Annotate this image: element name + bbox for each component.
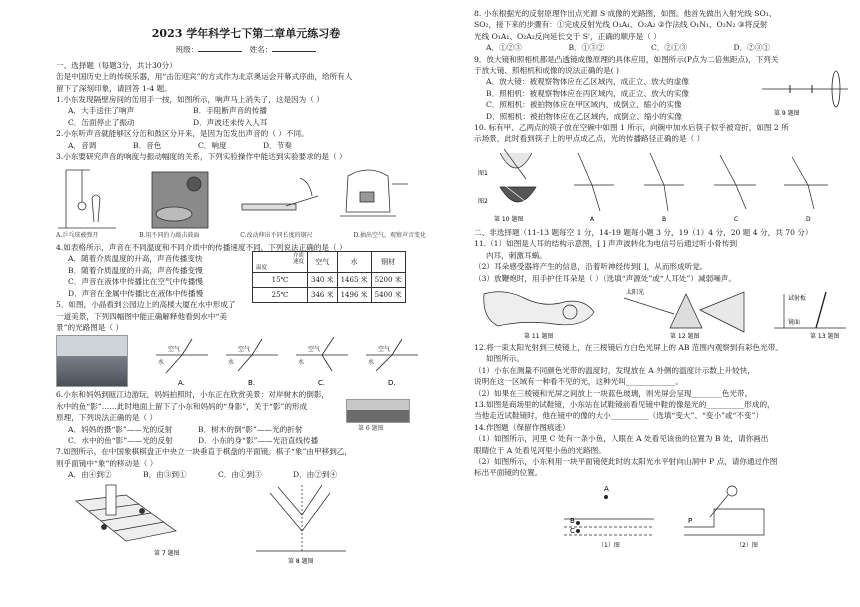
intro-line-2: 留下了深刻印象，请回答 1-4 题。 bbox=[56, 83, 172, 93]
q12-text-3: （1）小东在测量不同颜色光带的温度时，发现放在 A 外侧的温度计示数上升较快， bbox=[474, 365, 755, 375]
q14-text-2: （1）如图所示，河里 C 处有一条小鱼，人眼在 A 处看见该鱼的位置为 B 处，请你画出 bbox=[474, 434, 769, 444]
q3-caption-c: C.改动伸出不同长度的钢尺 bbox=[240, 232, 313, 240]
q9-option-d[interactable]: D．照相机：被拍物体应在乙区域内，成倒立、缩小的实像 bbox=[486, 111, 682, 121]
q5-option-b: B. bbox=[248, 379, 256, 388]
q8-option-b[interactable]: B．①③② bbox=[568, 43, 605, 53]
q7-q8-figures bbox=[56, 481, 426, 565]
svg-text:水: 水 bbox=[298, 359, 305, 367]
table-corner: 介质 速度 温度 bbox=[253, 252, 308, 273]
question-4 bbox=[56, 253, 436, 299]
q12-text-4: 说明在这一区域有一种看不见的光，这种光叫_____________。 bbox=[474, 377, 683, 387]
table-header-air: 空气 bbox=[308, 252, 338, 273]
q2-option-d[interactable]: D．节奏 bbox=[263, 140, 292, 150]
q7-text-2: 则乎面镜中“象”的移动是（ ） bbox=[56, 458, 158, 468]
q2-option-b[interactable]: B．音色 bbox=[133, 140, 162, 150]
q4-option-c[interactable]: C．声音在液体中传播比在空气中传播慢 bbox=[68, 277, 203, 287]
q3-figures bbox=[56, 162, 426, 240]
q8-option-c[interactable]: C．②①③ bbox=[651, 43, 688, 53]
q10-bowl-2 bbox=[500, 185, 536, 205]
q8-options bbox=[474, 42, 816, 53]
q11-text-2: 内耳，刺激耳蜗。 bbox=[486, 250, 547, 260]
q3-caption-b: B.用不同的力敲击鼓面 bbox=[139, 232, 200, 240]
q6-text-3: 原理，下列说法正确的是（ ） bbox=[56, 413, 158, 423]
q3-fig-c bbox=[242, 178, 318, 210]
q13-text: 13.如图是商场里的试鞋镜，小东站在试鞋镜前看见镜中鞋的像是光的__________形成的， bbox=[474, 399, 775, 409]
q8-diagram bbox=[256, 485, 346, 551]
q14-label-a: A bbox=[604, 484, 609, 493]
q13-caption: 第 13 题图 bbox=[810, 332, 840, 340]
q12-text: 12.将一束太阳光射到三棱镜上，在三棱镜后方白色光屏上的 AB 范围内观察到有彩色光带。 bbox=[474, 342, 783, 352]
table-row: 15℃ 340 米 1465 米 5200 米 bbox=[253, 273, 406, 288]
q9-caption: 第 9 题图 bbox=[774, 110, 800, 118]
q8-text: 8. 小东根据光的反射原理作出点光源 S 成像的光路图，如图。他首先做出入射光线 SO₁、 bbox=[474, 9, 777, 18]
q14-figures bbox=[474, 479, 852, 549]
q11-text-4: （3）放鞭炮时，用手护住耳朵是（ ）（选填“声源处”或“人耳处”）减弱噪声。 bbox=[474, 273, 736, 283]
q6-option-a[interactable]: A．妈妈的摄“影”——光的反射 bbox=[68, 424, 173, 434]
q10-options-diagrams bbox=[574, 153, 828, 211]
q7-caption: 第 7 题图 bbox=[154, 549, 180, 557]
q9-option-a[interactable]: A．放大镜：被观察物体应在乙区域内，成正立、放大的虚像 bbox=[486, 77, 689, 87]
svg-text:水: 水 bbox=[228, 359, 235, 367]
q12-caption: 第 12 题图 bbox=[670, 332, 700, 340]
q9-options bbox=[474, 76, 756, 122]
svg-text:空气: 空气 bbox=[378, 346, 391, 354]
q1-option-b[interactable]: B．手阻断声音的传播 bbox=[193, 106, 267, 116]
q14-cave-diagram bbox=[684, 486, 764, 535]
q10-text-2: 示场景，此时看到筷子上的甲点成乙点，光的传播路径正确的是（ ） bbox=[474, 134, 705, 144]
table-header-water: 水 bbox=[337, 252, 371, 273]
q1-text: 1.小东发现隔壁房间的缶用手一按，如图所示，响声马上消失了，这是因为（ ） bbox=[56, 95, 324, 105]
q14-text: 14.作图题（保留作图痕迹） bbox=[474, 422, 570, 432]
student-info bbox=[56, 43, 436, 55]
q1-option-a[interactable]: A．大手送住了响声 bbox=[68, 106, 135, 116]
q5-label-air: 空气 bbox=[168, 346, 181, 354]
q12-text-5: （2）如果在三棱镜和光屏之间放上一块蓝色玻璃，则光屏会呈现________色光带。 bbox=[474, 388, 753, 398]
svg-text:空气: 空气 bbox=[238, 346, 251, 354]
q5-option-c: C. bbox=[318, 379, 326, 388]
q10-figures bbox=[474, 145, 852, 225]
q11-caption: 第 11 题图 bbox=[524, 332, 554, 340]
screen-label: 试射板 bbox=[788, 294, 807, 302]
left-column bbox=[56, 8, 436, 565]
q12-text-2: 如图所示。 bbox=[486, 354, 524, 364]
q6-option-c[interactable]: C．水中的鱼“影”——光的反射 bbox=[68, 435, 173, 445]
q14-label-c: C bbox=[570, 526, 575, 535]
name-blank[interactable] bbox=[272, 43, 316, 52]
q5-option-d: D. bbox=[388, 379, 396, 388]
q14-text-5: 标出平面镜的位置。 bbox=[474, 468, 543, 478]
q13-shoe-mirror-diagram bbox=[774, 292, 846, 328]
question-9 bbox=[474, 65, 852, 122]
q5-text-2: 一道美景，下列四幅图中能正确解释他看到水中“美 bbox=[56, 311, 227, 321]
q10-caption: 第 10 题图 bbox=[494, 215, 524, 223]
q4-option-b[interactable]: B．随着介质温度的升高，声音传播变慢 bbox=[68, 265, 203, 275]
q5-diagrams bbox=[152, 335, 432, 389]
question-5 bbox=[56, 299, 436, 389]
q4-option-d[interactable]: D．声音在金属中传播比在液体中传播慢 bbox=[68, 288, 204, 298]
q14-label-b: B bbox=[570, 516, 575, 525]
q14-fish-diagram bbox=[564, 495, 654, 535]
q3-caption-a: A.乒乓球被弹开 bbox=[56, 232, 99, 240]
question-6 bbox=[56, 389, 436, 446]
sun-label: 太阳光 bbox=[626, 288, 645, 296]
q9-lens-diagram bbox=[760, 67, 852, 123]
intro-line-1: 缶是中国历史上的传统乐器，用“击缶迎宾”的方式作为北京奥运会开幕式序曲，给所有人 bbox=[56, 72, 353, 82]
q14-text-4: （2）如图所示，小东利用一块平面镜使此时的太阳光水平射向山洞中 P 点，请你通过作图 bbox=[474, 456, 778, 466]
q11-text: 11.（1）如图是人耳的结构示意图，[ ] 声声波转化为电信号后通过听小骨传到 bbox=[474, 239, 738, 249]
q7-option-d[interactable]: D．由②到④ bbox=[293, 470, 338, 480]
right-column bbox=[474, 8, 852, 549]
q8-text-3: 光线 O₁A₁、O₂A₂反向延长交于 S'，正确的顺序是（ ） bbox=[474, 31, 661, 41]
q7-option-b[interactable]: B．由③到① bbox=[143, 470, 187, 480]
q14-text-3: 眼睛位于 A 处看见河里小鱼的光路图。 bbox=[474, 445, 606, 455]
table-row: 25℃ 346 米 1496 米 5400 米 bbox=[253, 288, 406, 303]
q7-text: 7.如图所示，在中国象棋棋盘正中央立一块垂直于棋盘的平面镜。棋子“象”由甲移到乙， bbox=[56, 447, 352, 457]
q10-text: 10. 标有甲、乙两点的筷子放在空碗中如图 1 所示，向碗中加水后筷子似乎被弯折，如图 2 所 bbox=[474, 123, 789, 133]
svg-text:空气: 空气 bbox=[308, 346, 321, 354]
q7-options bbox=[56, 469, 368, 480]
q9-text-2: 于放大镜、照相机和成像的说法正确的是( ) bbox=[474, 66, 620, 76]
table-header-steel: 钢材 bbox=[371, 252, 405, 273]
q5-photo bbox=[56, 335, 128, 387]
q5-option-a: A. bbox=[178, 379, 185, 388]
q11-q13-figures bbox=[474, 284, 852, 342]
q3-fig-b bbox=[152, 172, 208, 228]
q8-text-2: SO₂，接下来的步骤有：①完成反射光线 O₁A₁、O₂A₂ ②作法线 O₁N₁、O₂N₂ ③将反射 bbox=[474, 20, 768, 30]
q11-text-3: （2）耳朵感受器将产生的信息，沿着听神经传到[ ]，从而形成听觉。 bbox=[474, 262, 708, 272]
q9-option-c[interactable]: C．照相机：被拍物体应在甲区域内，成倒立、缩小的实像 bbox=[486, 100, 682, 110]
q10-bowl-1 bbox=[500, 149, 532, 179]
q14-caption-2: （2）图 bbox=[736, 541, 758, 549]
q1-options bbox=[56, 105, 318, 128]
q14-caption-1: （1）图 bbox=[598, 541, 620, 549]
q3-fig-a bbox=[58, 170, 116, 228]
q4-text: 4.如表格所示，声音在不同温度和不同介质中的传播速度不同，下列说法正确的是（ ） bbox=[56, 242, 347, 252]
q6-options bbox=[56, 424, 328, 447]
q7-option-c[interactable]: C．由①到③ bbox=[218, 470, 262, 480]
q2-option-a[interactable]: A．音调 bbox=[68, 140, 97, 150]
q8-option-d[interactable]: D．②③① bbox=[733, 43, 770, 53]
q12-prism-diagram bbox=[624, 292, 744, 332]
q3-fig-d bbox=[340, 170, 408, 216]
q10-fig1-label: 图1 bbox=[478, 169, 488, 177]
q14-label-p: P bbox=[688, 516, 693, 525]
q9-text: 9．放大镜和照相机都是凸透镜成像原理的具体应用，如图所示(P点为二倍焦距点)，下列关 bbox=[474, 54, 779, 64]
q10-option-b: B bbox=[662, 215, 667, 223]
name-label: 姓名： bbox=[249, 45, 273, 55]
q2-option-c[interactable]: C．响度 bbox=[198, 140, 227, 150]
q6-photo bbox=[346, 399, 410, 423]
sound-speed-table bbox=[252, 251, 406, 303]
class-label: 班级： bbox=[175, 45, 199, 55]
q10-option-a: A bbox=[590, 215, 595, 223]
q9-option-b[interactable]: B．照相机：被观察物体应在丙区域内，成正立、放大的实像 bbox=[486, 88, 690, 98]
q5-text: 5．如图，小晶看到公园边上的高楼大厦在水中形成了 bbox=[56, 300, 236, 310]
q10-option-d: D bbox=[806, 215, 811, 223]
svg-text:水: 水 bbox=[368, 359, 375, 367]
q6-option-d[interactable]: D．小东的身“影”——光沿直线传播 bbox=[198, 435, 319, 445]
q3-captions bbox=[56, 230, 426, 241]
class-blank[interactable] bbox=[198, 43, 242, 52]
q11-ear-diagram bbox=[484, 292, 594, 326]
q6-caption: 第 6 题图 bbox=[358, 425, 384, 433]
q1-option-d[interactable]: D．声波还未传入人耳 bbox=[193, 117, 268, 127]
section-1-heading: 一、选择题（每题3分，共计30分） bbox=[56, 60, 177, 70]
q10-option-c: C bbox=[734, 215, 739, 223]
q1-option-c[interactable]: C．缶面停止了振动 bbox=[68, 117, 135, 127]
section-2-heading: 二、非选择题（11-13 题每空 1 分，14-19 题每小题 3 分，19（1）4 分，20 题 4 分，共 70 分） bbox=[474, 227, 813, 237]
mirror-label: 镜面 bbox=[788, 318, 801, 326]
q7-option-a[interactable]: A．由④到② bbox=[68, 470, 112, 480]
q7-chessboard bbox=[76, 485, 176, 541]
q2-options bbox=[56, 140, 328, 151]
q4-option-a[interactable]: A．随着介质温度的升高，声音传播变快 bbox=[68, 254, 203, 264]
page-title: 2023 学年科学七下第二章单元练习卷 bbox=[151, 27, 341, 40]
q4-options bbox=[56, 253, 238, 299]
q6-text-2: 水中的鱼“影”……此时地面上留下了小东和妈妈的“身影”，关于“影”的形成 bbox=[56, 401, 308, 411]
q10-fig2-label: 图2 bbox=[478, 197, 488, 205]
q5-label-water: 水 bbox=[158, 359, 165, 367]
q13-text-2: 当他走近试鞋镜时，他在镜中的像的大小__________（选填“变大”、“变小”或“不变”） bbox=[474, 411, 764, 421]
q2-text: 2.小东听声音就能够区分缶和鼓区分开来，是因为缶发出声音的（ ）不同。 bbox=[56, 129, 309, 139]
question-1 bbox=[56, 94, 436, 128]
q6-option-b[interactable]: B．树木的倒“影”——光的折射 bbox=[198, 424, 303, 434]
q5-text-3: 景”的光路图是（ ） bbox=[56, 323, 124, 333]
q8-caption: 第 8 题图 bbox=[288, 557, 314, 565]
q8-option-a[interactable]: A．①②③ bbox=[486, 43, 522, 53]
q6-text: 6.小东和妈妈到瓯江边游玩，妈妈拍照时，小东正在欣赏美景：对岸树木的倒影， bbox=[56, 390, 330, 400]
q3-text: 3.小东要研究声音的响度与振动幅度的关系，下列实验操作中能达到实验要求的是（ ） bbox=[56, 152, 347, 162]
q3-caption-d: D.抽出空气，观察声音变化 bbox=[353, 232, 426, 240]
